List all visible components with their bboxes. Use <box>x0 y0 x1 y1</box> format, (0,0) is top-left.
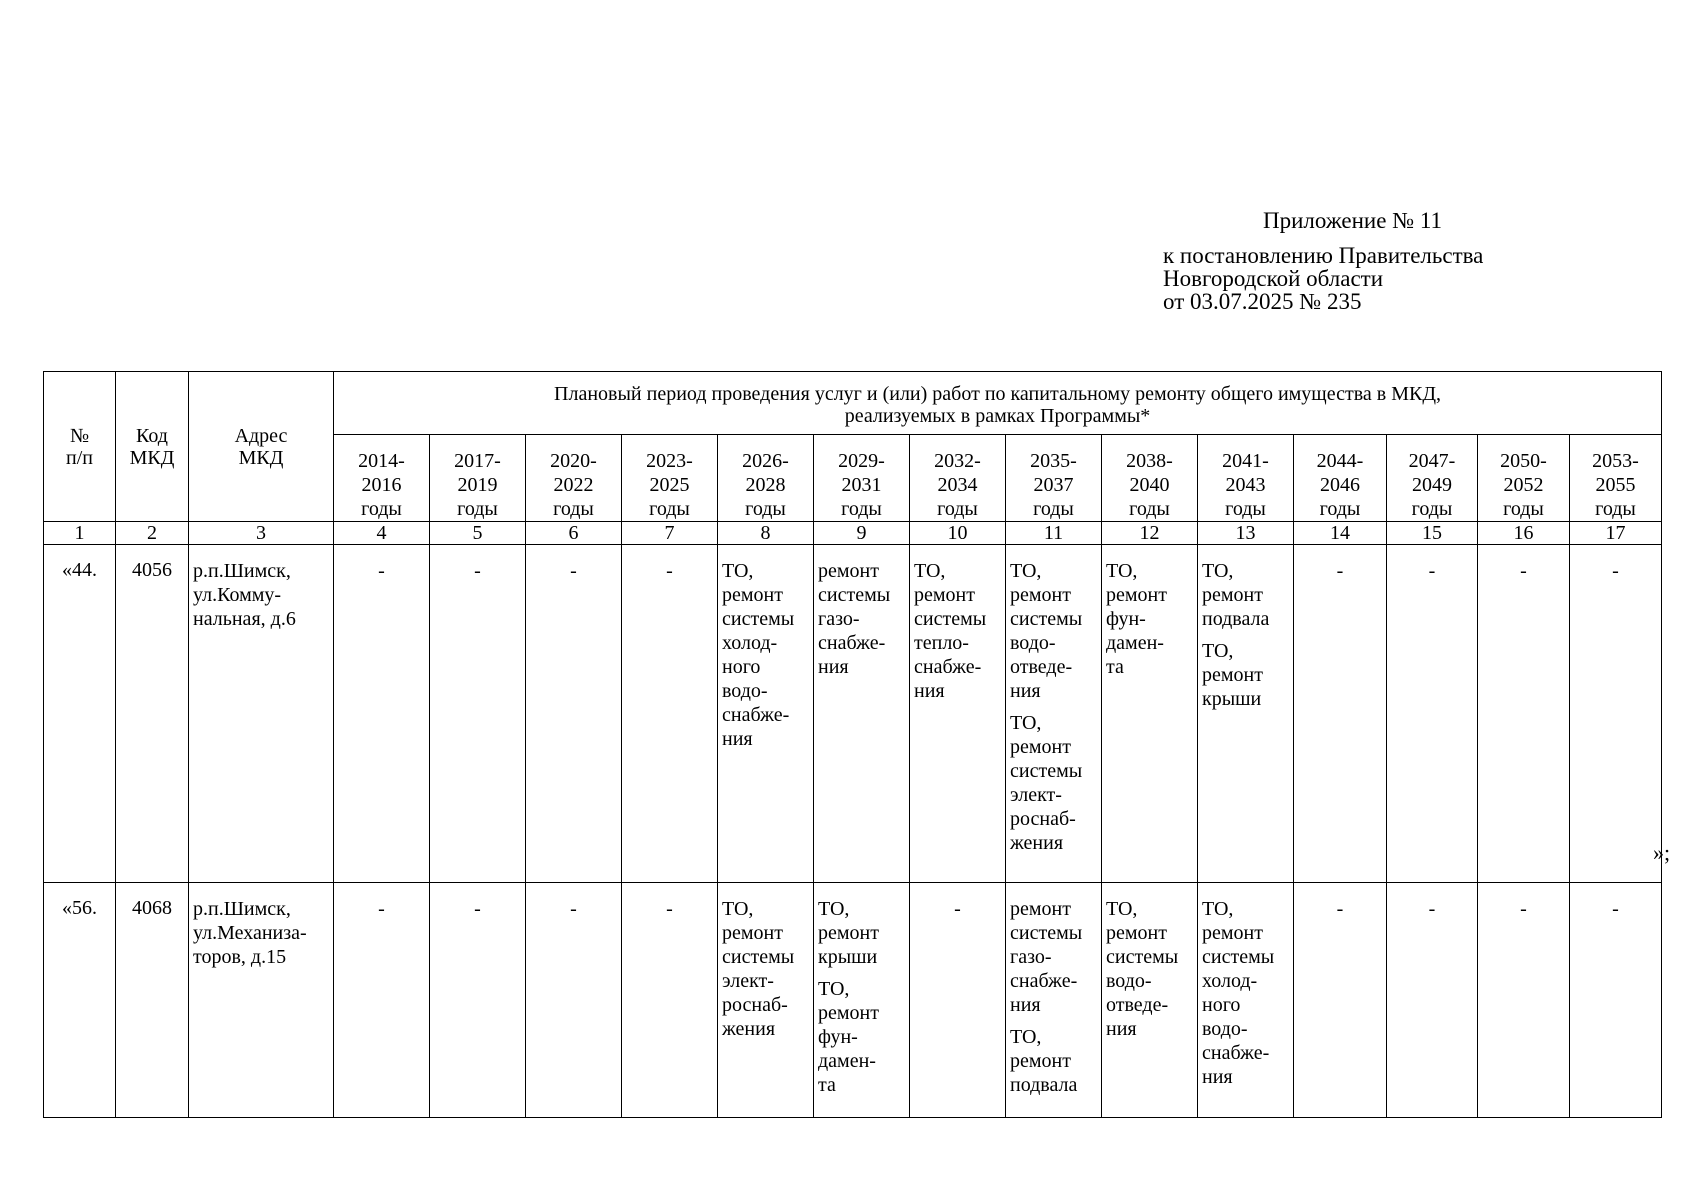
work-item: ТО, ремонт крыши <box>818 898 879 968</box>
work-item: ТО, ремонт системы тепло- снабже- ния <box>914 560 987 702</box>
no-work-dash: - <box>474 898 481 920</box>
no-work-dash: - <box>1520 898 1527 920</box>
period-cell <box>1387 883 1478 1118</box>
period-cell <box>1570 545 1662 883</box>
period-cell <box>1478 545 1570 883</box>
no-work-dash: - <box>474 560 481 582</box>
appendix-line: Новгородской области <box>1163 266 1384 291</box>
row-number: «56. <box>44 883 116 1118</box>
header-year-period: 2026- 2028 годы <box>718 435 814 522</box>
capital-repair-schedule-table <box>43 371 1662 1118</box>
work-item: ТО, ремонт системы элект- роснаб- жения <box>1010 712 1083 854</box>
column-number: 3 <box>189 522 334 545</box>
no-work-dash: - <box>570 898 577 920</box>
no-work-dash: - <box>1428 898 1436 920</box>
header-year-period: 2047- 2049 годы <box>1387 435 1478 522</box>
column-number: 10 <box>910 522 1006 545</box>
period-cell <box>910 883 1006 1118</box>
no-work-dash: - <box>1336 560 1344 582</box>
period-cell <box>1478 883 1570 1118</box>
period-cell <box>622 883 718 1118</box>
no-work-dash: - <box>378 898 385 920</box>
table-body <box>44 545 1662 1118</box>
work-item: ремонт системы газо- снабже- ния <box>818 560 891 678</box>
table-row <box>44 545 1662 883</box>
no-work-dash: - <box>1612 560 1619 582</box>
column-number: 7 <box>622 522 718 545</box>
header-year-period: 2044- 2046 годы <box>1294 435 1387 522</box>
period-cell <box>814 883 910 1118</box>
table-row <box>44 883 1662 1118</box>
header-year-period: 2050- 2052 годы <box>1478 435 1570 522</box>
column-number: 8 <box>718 522 814 545</box>
work-item: ТО, ремонт подвала <box>1010 1026 1078 1096</box>
no-work-dash: - <box>1612 898 1619 920</box>
period-cell <box>622 545 718 883</box>
header-year-period: 2041- 2043 годы <box>1198 435 1294 522</box>
header-year-period: 2017- 2019 годы <box>430 435 526 522</box>
no-work-dash: - <box>1520 560 1527 582</box>
appendix-line: от 03.07.2025 № 235 <box>1163 289 1362 314</box>
period-cell <box>718 883 814 1118</box>
no-work-dash: - <box>666 560 673 582</box>
column-number: 2 <box>116 522 189 545</box>
column-number: 17 <box>1570 522 1662 545</box>
column-number: 9 <box>814 522 910 545</box>
appendix-title: Приложение № 11 <box>1263 208 1443 233</box>
building-address: р.п.Шимск, ул.Комму- нальная, д.6 <box>189 545 334 883</box>
row-number: «44. <box>44 545 116 883</box>
header-address: Адрес МКД <box>189 372 334 522</box>
column-number: 13 <box>1198 522 1294 545</box>
no-work-dash: - <box>378 560 385 582</box>
building-address: р.п.Шимск, ул.Механиза- торов, д.15 <box>189 883 334 1118</box>
no-work-dash: - <box>954 898 961 920</box>
period-cell <box>1102 883 1198 1118</box>
header-year-period: 2032- 2034 годы <box>910 435 1006 522</box>
column-number: 15 <box>1387 522 1478 545</box>
column-number: 1 <box>44 522 116 545</box>
header-year-period: 2023- 2025 годы <box>622 435 718 522</box>
work-item: ремонт системы газо- снабже- ния <box>1010 898 1083 1016</box>
period-cell <box>1102 545 1198 883</box>
period-cell <box>1294 883 1387 1118</box>
no-work-dash: - <box>570 560 577 582</box>
period-cell <box>1006 883 1102 1118</box>
header-year-period: 2029- 2031 годы <box>814 435 910 522</box>
column-number: 5 <box>430 522 526 545</box>
period-cell <box>1198 545 1294 883</box>
work-item: ТО, ремонт фун- дамен- та <box>818 978 879 1096</box>
work-item: ТО, ремонт системы холод- ного водо- снабже- ния <box>1202 898 1275 1088</box>
work-item: ТО, ремонт системы элект- роснаб- жения <box>722 898 795 1040</box>
header-code: Код МКД <box>116 372 189 522</box>
period-cell <box>334 545 430 883</box>
column-number: 11 <box>1006 522 1102 545</box>
column-number: 6 <box>526 522 622 545</box>
header-year-period: 2038- 2040 годы <box>1102 435 1198 522</box>
period-cell <box>1294 545 1387 883</box>
period-cell <box>430 883 526 1118</box>
closing-mark: »; <box>1653 840 1671 865</box>
period-cell <box>910 545 1006 883</box>
appendix-resolution <box>1163 244 1483 313</box>
header-year-period: 2053- 2055 годы <box>1570 435 1662 522</box>
period-cell <box>1570 883 1662 1118</box>
period-cell <box>718 545 814 883</box>
header-row-column-numbers <box>44 522 1662 545</box>
no-work-dash: - <box>1428 560 1436 582</box>
period-cell <box>1198 883 1294 1118</box>
work-item: ТО, ремонт системы холод- ного водо- снабже- ния <box>722 560 795 750</box>
appendix-line: к постановлению Правительства <box>1163 243 1484 268</box>
work-item: ТО, ремонт подвала <box>1202 560 1270 630</box>
period-cell <box>334 883 430 1118</box>
column-number: 4 <box>334 522 430 545</box>
building-code: 4056 <box>116 545 189 883</box>
header-number: № п/п <box>44 372 116 522</box>
work-item: ТО, ремонт системы водо- отведе- ния <box>1106 898 1179 1040</box>
period-cell <box>814 545 910 883</box>
period-cell <box>430 545 526 883</box>
period-cell <box>1006 545 1102 883</box>
header-year-period: 2035- 2037 годы <box>1006 435 1102 522</box>
header-year-period: 2020- 2022 годы <box>526 435 622 522</box>
column-number: 16 <box>1478 522 1570 545</box>
no-work-dash: - <box>1336 898 1344 920</box>
work-item: ТО, ремонт системы водо- отведе- ния <box>1010 560 1083 702</box>
column-number: 14 <box>1294 522 1387 545</box>
header-plan-period: Плановый период проведения услуг и (или) работ по капитальному ремонту общего имущества в МКД, реализуемых в рамках Программы* <box>334 372 1662 435</box>
header-row-period <box>44 372 1662 435</box>
work-item: ТО, ремонт фун- дамен- та <box>1106 560 1167 678</box>
period-cell <box>526 545 622 883</box>
period-cell <box>1387 545 1478 883</box>
work-item: ТО, ремонт крыши <box>1202 640 1263 710</box>
period-cell <box>526 883 622 1118</box>
header-year-period: 2014- 2016 годы <box>334 435 430 522</box>
no-work-dash: - <box>666 898 673 920</box>
column-number: 12 <box>1102 522 1198 545</box>
building-code: 4068 <box>116 883 189 1118</box>
